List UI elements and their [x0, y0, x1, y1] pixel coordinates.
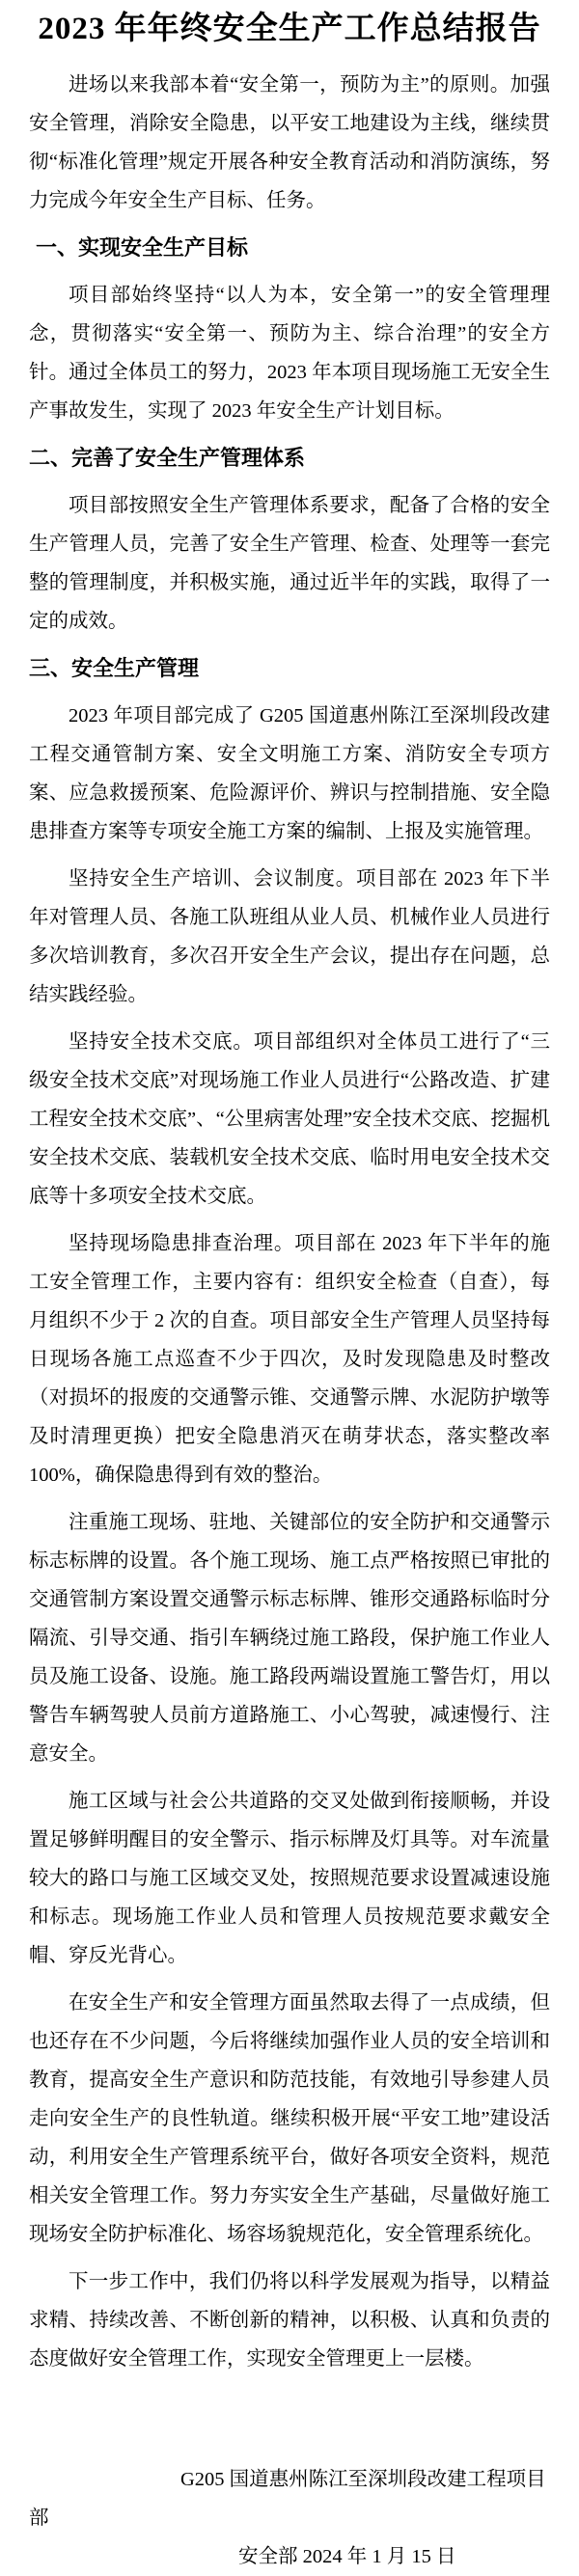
section-3-paragraph-8: 下一步工作中，我们仍将以科学发展观为指导，以精益求精、持续改善、不断创新的精神，以积极、认真和负责的态度做好安全管理工作，实现安全管理更上一层楼。 — [29, 2271, 550, 2370]
section-3-paragraph-2: 坚持安全生产培训、会议制度。项目部在 2023 年下半年对管理人员、各施工队班组从业人员、机械作业人员进行多次培训教育，多次召开安全生产会议，提出存在问题，总结实践经验。 — [29, 868, 550, 1005]
section-3-paragraph-7: 在安全生产和安全管理方面虽然取去得了一点成绩，但也还存在不少问题，今后将继续加强作业人员的安全培训和教育，提高安全生产意识和防范技能，有效地引导参建人员走向安全生产的良性轨道。继续积极开展“平安工地”建设活动，利用安全生产管理系统平台，做好各项安全资料，规范相关安全管理工作。努力夯实安全生产基础，尽量做好施工现场安全防护标准化、场容场貌规范化，安全管理系统化。 — [29, 1992, 550, 2245]
signature-line: G205 国道惠州陈江至深圳段改建工程项目部 — [29, 2469, 546, 2529]
date-line: 安全部 2024 年 1 月 15 日 — [238, 2546, 456, 2567]
section-heading-3: 三、安全生产管理 — [29, 656, 200, 680]
section-heading-1: 一、实现安全生产目标 — [36, 235, 249, 260]
intro-paragraph: 进场以来我部本着“安全第一，预防为主”的原则。加强安全管理，消除安全隐患，以平安工地建设为主线，继续贯彻“标准化管理”规定开展各种安全教育活动和消防演练，努力完成今年安全生产目标、任务。 — [29, 74, 550, 211]
section-3-paragraph-6: 施工区域与社会公共道路的交叉处做到衔接顺畅，并设置足够鲜明醒目的安全警示、指示标牌及灯具等。对车流量较大的路口与施工区域交叉处，按照规范要求设置减速设施和标志。现场施工作业人员和管理人员按规范要求戴安全帽、穿反光背心。 — [29, 1791, 550, 1966]
section-2-paragraph: 项目部按照安全生产管理体系要求，配备了合格的安全生产管理人员，完善了安全生产管理、检查、处理等一套完整的管理制度，并积极实施，通过近半年的实践，取得了一定的成效。 — [29, 495, 550, 632]
section-3-paragraph-3: 坚持安全技术交底。项目部组织对全体员工进行了“三级安全技术交底”对现场施工作业人员进行“公路改造、扩建工程安全技术交底”、“公里病害处理”安全技术交底、挖掘机安全技术交底、装载机安全技术交底、临时用电安全技术交底等十多项安全技术交底。 — [29, 1031, 550, 1207]
section-1-paragraph: 项目部始终坚持“以人为本，安全第一”的安全管理理念，贯彻落实“安全第一、预防为主、综合治理”的安全方针。通过全体员工的努力，2023 年本项目现场施工无安全生产事故发生，实现了 2023 年安全生产计划目标。 — [29, 285, 550, 422]
section-heading-2: 二、完善了安全生产管理体系 — [29, 446, 306, 470]
section-3-paragraph-1: 2023 年项目部完成了 G205 国道惠州陈江至深圳段改建工程交通管制方案、安全文明施工方案、消防安全专项方案、应急救援预案、危险源评价、辨识与控制措施、安全隐患排查方案等专项安全施工方案的编制、上报及实施管理。 — [29, 705, 550, 842]
section-3-paragraph-4: 坚持现场隐患排查治理。项目部在 2023 年下半年的施工安全管理工作，主要内容有：组织安全检查（自查），每月组织不少于 2 次的自查。项目部安全生产管理人员坚持每日现场各施工点巡查不少于四次，及时发现隐患及时整改（对损坏的报废的交通警示锥、交通警示牌、水泥防护墩等及时清理更换）把安全隐患消灭在萌芽状态，落实整改率 100%，确保隐患得到有效的整治。 — [29, 1233, 550, 1486]
report-title: 2023 年年终安全生产工作总结报告 — [38, 12, 541, 46]
section-3-paragraph-5: 注重施工现场、驻地、关键部位的安全防护和交通警示标志标牌的设置。各个施工现场、施工点严格按照已审批的交通管制方案设置交通警示标志标牌、锥形交通路标临时分隔流、引导交通、指引车辆绕过施工路段，保护施工作业人员及施工设备、设施。施工路段两端设置施工警告灯，用以警告车辆驾驶人员前方道路施工、小心驾驶，减速慢行、注意安全。 — [29, 1512, 550, 1765]
